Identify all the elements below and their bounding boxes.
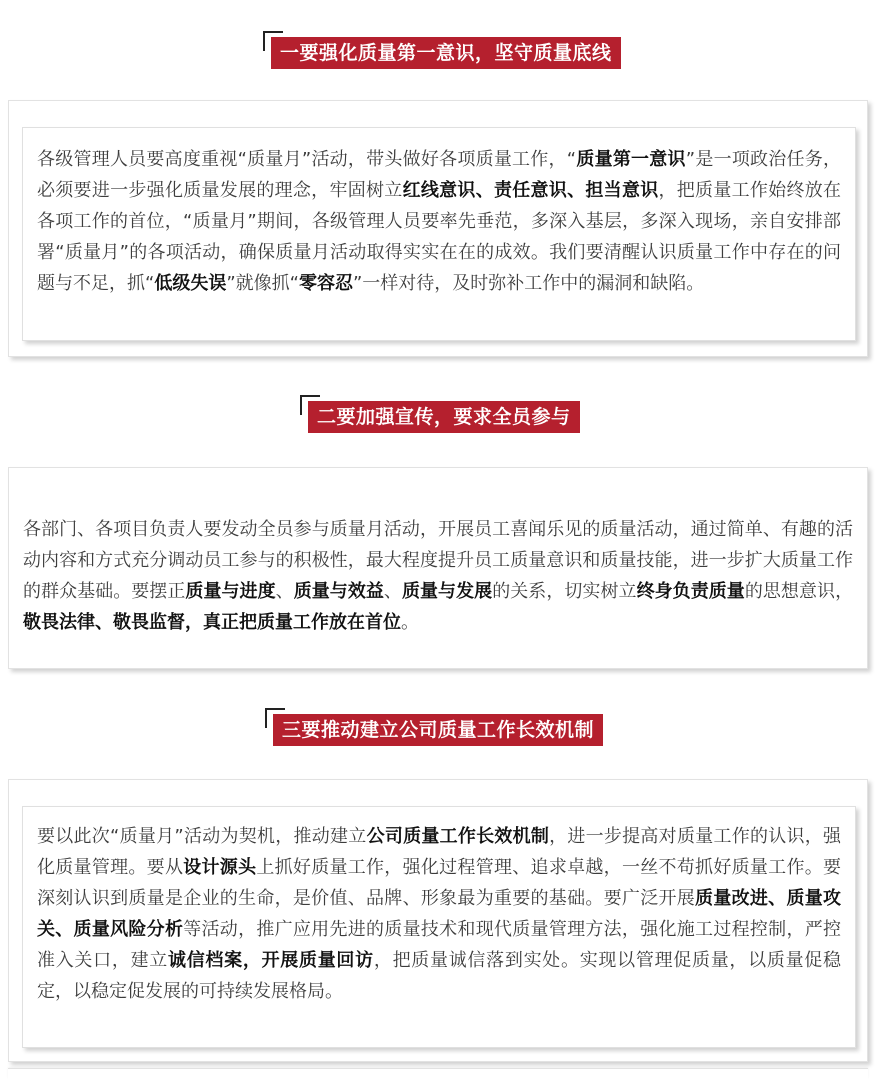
body-text: ，进一步提高对质量工作的认识，强化质量管理。要从 [37, 826, 842, 878]
emphasis-text: 质量第一意识 [576, 149, 686, 170]
section-2-heading-label: 二要加强宣传，要求全员参与 [308, 401, 580, 433]
corner-bracket-icon [263, 31, 283, 51]
emphasis-text: 零容忍 [298, 273, 353, 294]
section-3-card [22, 806, 856, 1048]
body-text: ，把质量诚信落到实处。实现以管理促质量，以质量促稳定，以稳定促发展的可持续发展格局。 [37, 950, 841, 1002]
section-1-paragraph [37, 144, 841, 299]
body-text: 上抓好质量工作，强化过程管理、追求卓越，一丝不苟抓好质量工作。要深刻认识到质量是企业的生命，是价值、品牌、形象最为重要的基础。要广泛开展 [37, 857, 842, 909]
body-text: 、 [275, 581, 294, 602]
corner-bracket-icon [265, 708, 285, 728]
body-text: 。 [401, 612, 419, 633]
emphasis-text: 诚信档案，开展质量回访 [168, 950, 374, 971]
emphasis-text: 红线意识、责任意识、担当意识 [402, 180, 659, 201]
emphasis-text: 质量与效益 [293, 581, 384, 602]
emphasis-text: 质量与进度 [185, 581, 276, 602]
body-text: ”是一项政治任务，必须要进一步强化质量发展的理念，牢固树立 [37, 149, 842, 201]
section-1-card [22, 127, 856, 341]
section-2-heading [308, 401, 580, 433]
body-text: ”就像抓“ [226, 273, 299, 294]
body-text: 、 [383, 581, 402, 602]
section-3-paragraph [37, 821, 841, 1007]
section-2-paragraph [23, 514, 853, 638]
body-text: 各级管理人员要高度重视“质量月”活动，带头做好各项质量工作，“ [37, 149, 577, 170]
body-text: 等活动，推广应用先进的质量技术和现代质量管理方法，强化施工过程控制，严控准入关口，建立 [37, 919, 841, 971]
body-text: 的思想意识， [744, 581, 854, 602]
section-3-heading-label: 三要推动建立公司质量工作长效机制 [273, 714, 603, 746]
emphasis-text: 质量改进、质量攻关、质量风险分析 [37, 888, 841, 940]
next-card-edge [8, 1068, 868, 1079]
section-1-heading [271, 37, 621, 69]
body-text: ，把质量工作始终放在各项工作的首位，“质量月”期间，各级管理人员要率先垂范，多深入基层，多深入现场，亲自安排部署“质量月”的各项活动，确保质量月活动取得实实在在的成效。我们要清醒认识质量工作中存在的问题与不足，抓“ [37, 180, 842, 294]
emphasis-text: 终身负责质量 [636, 581, 745, 602]
body-text: 要以此次“质量月”活动为契机，推动建立 [37, 826, 367, 847]
emphasis-text: 设计源头 [183, 857, 257, 878]
corner-bracket-icon [300, 395, 320, 415]
body-text: 的关系，切实树立 [492, 581, 637, 602]
emphasis-text: 公司质量工作长效机制 [366, 826, 550, 847]
section-2-outer-box [8, 467, 868, 669]
section-1-heading-label: 一要强化质量第一意识，坚守质量底线 [271, 37, 621, 69]
body-text: 各部门、各项目负责人要发动全员参与质量月活动，开展员工喜闻乐见的质量活动，通过简单、有趣的活动内容和方式充分调动员工参与的积极性，最大程度提升员工质量意识和质量技能，进一步扩大质量工作的群众基础。要摆正 [23, 519, 853, 602]
body-text: ”一样对待，及时弥补工作中的漏洞和缺陷。 [352, 273, 705, 294]
emphasis-text: 质量与发展 [401, 581, 493, 602]
section-3-heading [273, 714, 603, 746]
emphasis-text: 敬畏法律、敬畏监督，真正把质量工作放在首位 [23, 612, 401, 633]
emphasis-text: 低级失误 [154, 273, 227, 294]
